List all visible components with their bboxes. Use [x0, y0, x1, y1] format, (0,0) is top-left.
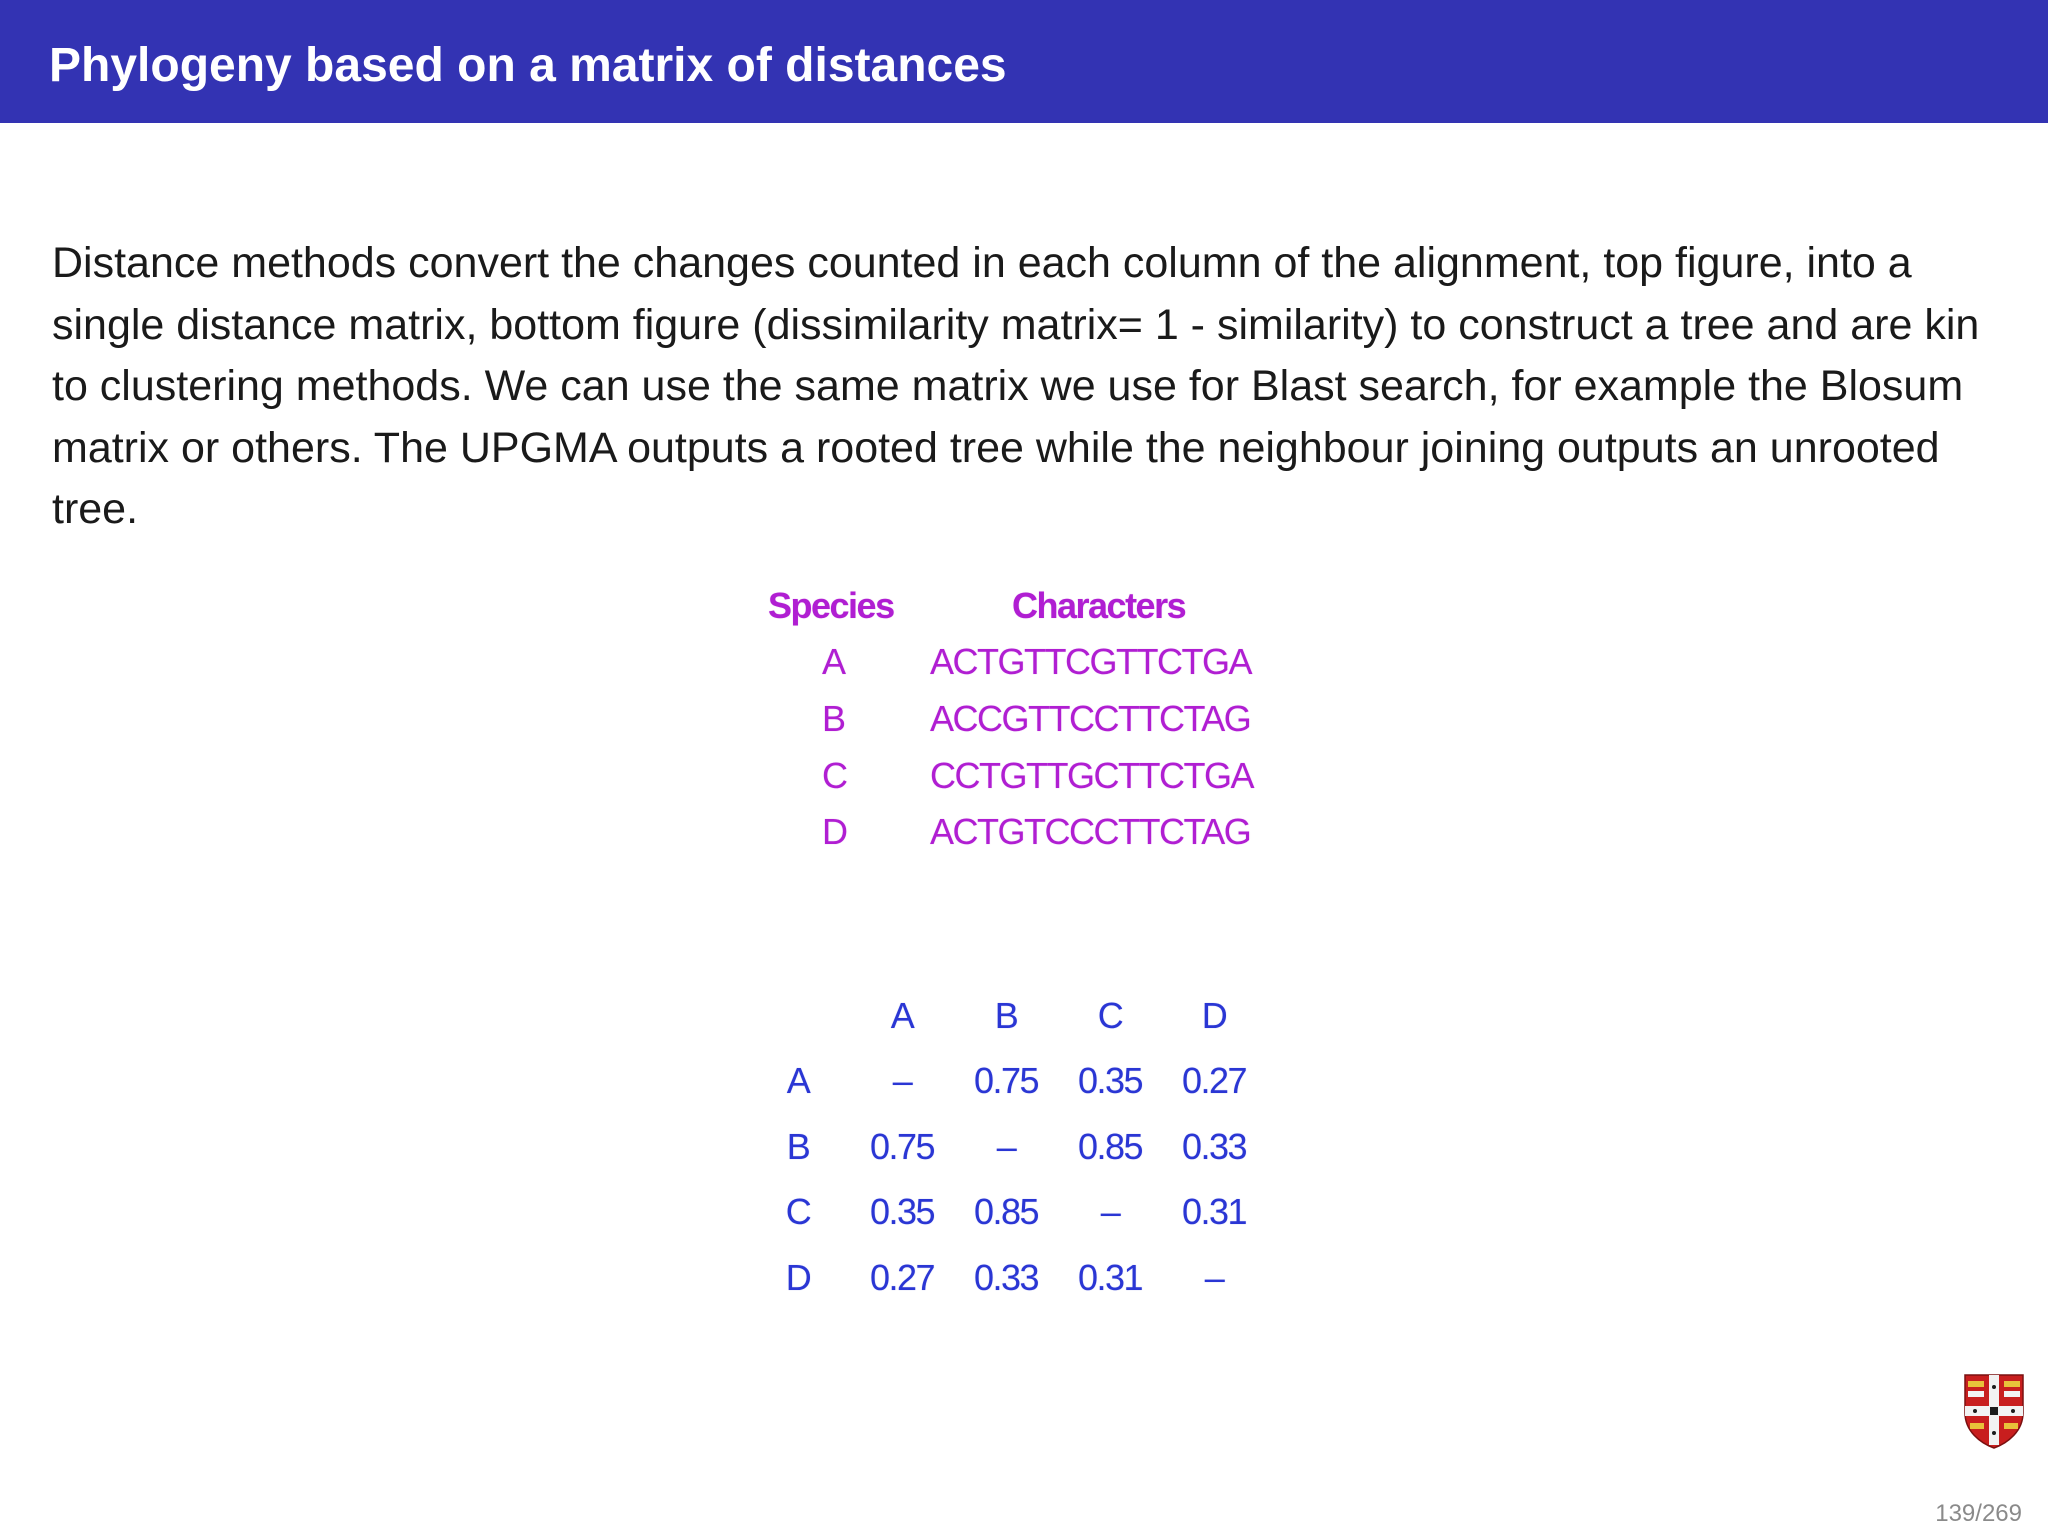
matrix-column-header: D	[1201, 995, 1227, 1036]
matrix-cell: –	[1100, 1191, 1120, 1232]
distance-matrix-figure	[770, 990, 1270, 1310]
matrix-row-label: B	[786, 1126, 810, 1167]
matrix-cell: –	[996, 1126, 1016, 1167]
matrix-row-label: C	[785, 1191, 811, 1232]
matrix-cell: 0.85	[1077, 1126, 1143, 1167]
alignment-species-label: C	[822, 755, 847, 796]
matrix-cell: 0.33	[973, 1257, 1039, 1298]
alignment-sequence: ACCGTTCCTTCTAG	[930, 698, 1251, 739]
matrix-cell: 0.75	[973, 1060, 1039, 1101]
page-separator: /	[1975, 1500, 1982, 1527]
matrix-cell: –	[1204, 1257, 1224, 1298]
matrix-cell: 0.35	[869, 1191, 935, 1232]
alignment-sequence: ACTGTTCGTTCTGA	[930, 641, 1251, 682]
matrix-column-header: C	[1097, 995, 1123, 1036]
matrix-cell: 0.31	[1077, 1257, 1143, 1298]
alignment-figure	[760, 585, 1280, 865]
body-paragraph: Distance methods convert the changes counted in each column of the alignment, top figure, into a single distance matrix, bottom figure (dissimilarity matrix= 1 - similarity) to construct a tree and are kin to clustering methods. We can use the same matrix we use for Blast search, for example the Blosum matrix or others. The UPGMA outputs a rooted tree while the neighbour joining outputs an unrooted tree.	[52, 239, 1980, 533]
matrix-cell: 0.33	[1181, 1126, 1247, 1167]
alignment-species-label: B	[822, 698, 845, 739]
university-crest-icon	[1963, 1373, 2025, 1449]
alignment-species-label: A	[822, 641, 845, 682]
page-number	[1935, 1500, 2022, 1528]
alignment-species-label: D	[822, 811, 847, 852]
slide-title: Phylogeny based on a matrix of distances	[49, 39, 1007, 92]
alignment-sequence: ACTGTCCCTTCTAG	[930, 811, 1251, 852]
matrix-row-label: A	[786, 1060, 810, 1101]
alignment-sequence: CCTGTTGCTTCTGA	[930, 755, 1253, 796]
matrix-cell: –	[892, 1060, 912, 1101]
matrix-cell: 0.27	[1181, 1060, 1247, 1101]
page-current: 139	[1935, 1500, 1976, 1527]
species-header: Species	[768, 585, 894, 626]
matrix-cell: 0.27	[869, 1257, 935, 1298]
matrix-cell: 0.75	[869, 1126, 935, 1167]
matrix-cell: 0.31	[1181, 1191, 1247, 1232]
characters-header: Characters	[1012, 585, 1186, 626]
slide-header-bar	[0, 0, 2048, 123]
matrix-cell: 0.35	[1077, 1060, 1143, 1101]
page-total: 269	[1981, 1500, 2022, 1527]
matrix-column-header: A	[890, 995, 914, 1036]
matrix-cell: 0.85	[973, 1191, 1039, 1232]
matrix-column-header: B	[994, 995, 1018, 1036]
matrix-row-label: D	[785, 1257, 811, 1298]
